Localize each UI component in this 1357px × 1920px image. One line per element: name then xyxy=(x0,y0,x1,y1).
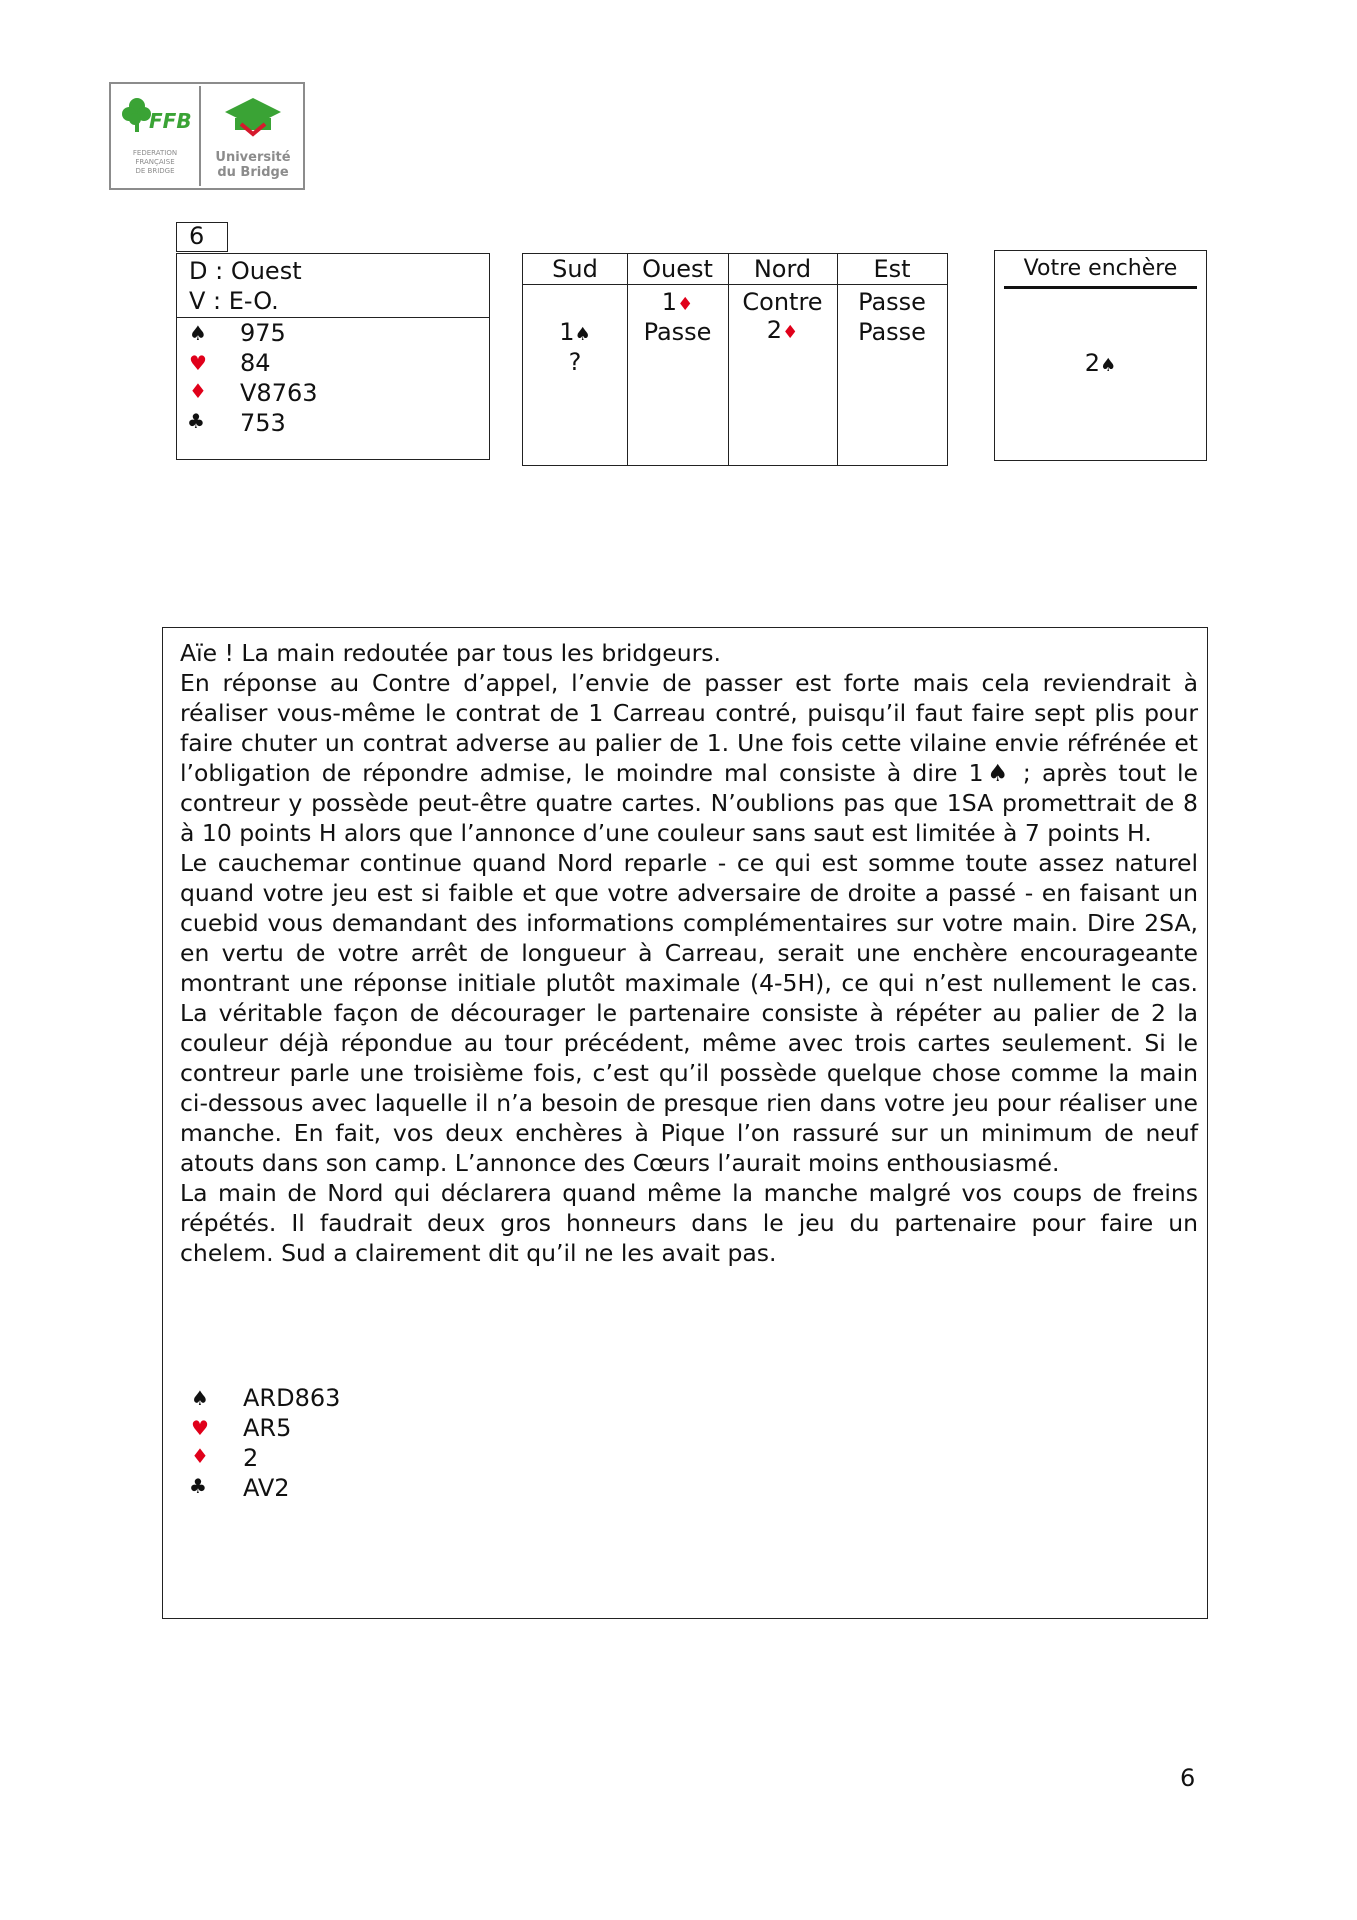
bid-header-ouest: Ouest xyxy=(642,255,713,283)
logo-graphic xyxy=(111,84,307,192)
north-hearts: AR5 xyxy=(243,1414,292,1442)
explanation-paragraph: Le cauchemar continue quand Nord reparle - ce qui est somme toute assez naturel quand votre jeu est si faible et que votre adversaire de droite a passé - en faisant un cuebid vous demandant des informations complémentaires sur votre main. Dire 2SA, en vertu de votre arrêt de longueur à Carreau, serait une enchère encourageante montrant une réponse initiale plutôt maximale (4-5H), ce qui n’est nullement le cas. La véritable façon de décourager le partenaire consiste à répéter au palier de 2 la couleur déjà répondue au tour précédent, même avec trois cartes seulement. Si le contreur parle une troisième fois, c’est qu’il possède quelque chose comme la main ci-dessous avec laquelle il n’a besoin de presque rien dans votre jeu pour réaliser une manche. En fait, vos deux enchères à Pique l’on rassuré sur un minimum de neuf atouts dans son camp. L’annonce des Cœurs l’aurait moins enthousiasmé. xyxy=(180,849,1198,1177)
bidding-table xyxy=(522,253,948,466)
explanation-paragraph: Aïe ! La main redoutée par tous les bridgeurs. xyxy=(180,639,721,667)
page-number: 6 xyxy=(1180,1764,1196,1792)
svg-text:DE BRIDGE: DE BRIDGE xyxy=(135,167,175,175)
spade-icon: ♠ xyxy=(189,321,207,345)
bid-cell: Passe xyxy=(858,318,926,346)
svg-text:Université: Université xyxy=(215,150,291,165)
bid-header-nord: Nord xyxy=(753,255,812,283)
tree-icon xyxy=(122,98,151,132)
ffb-university-logo xyxy=(109,82,305,190)
explanation-paragraph: La main de Nord qui déclarera quand même la manche malgré vos coups de freins répétés. Il faudrait deux gros honneurs dans le jeu du partenaire pour faire un chelem. Sud a clairement dit qu’il ne les avait pas. xyxy=(180,1179,1198,1267)
answer-box xyxy=(994,250,1207,461)
svg-text:FEDERATION: FEDERATION xyxy=(132,149,178,157)
bid-cell: 1♠ xyxy=(559,318,591,346)
vulnerability-line: V : E-O. xyxy=(189,287,279,315)
bid-cell: Contre xyxy=(742,288,823,316)
explanation-paragraph: En réponse au Contre d’appel, l’envie de passer est forte mais cela reviendrait à réaliser vous-même le contrat de 1 Carreau contré, puisqu’il faut faire sept plis pour faire chuter un contrat adverse au palier de 1. Une fois cette vilaine envie réfrénée et l’obligation de répondre admise, le moindre mal consiste à dire 1♠ ; après tout le contreur y possède peut-être quatre cartes. N’oublions pas que 1SA promettrait de 8 à 10 points H alors que l’annonce d’une couleur sans saut est limitée à 7 points H. xyxy=(180,669,1198,847)
bid-cell: 1♦ xyxy=(661,288,694,316)
diamond-icon: ♦ xyxy=(189,379,207,403)
hand-clubs: 753 xyxy=(240,409,286,437)
north-clubs: AV2 xyxy=(243,1474,290,1502)
bid-cell: 2♦ xyxy=(766,316,799,344)
bid-cell: Passe xyxy=(858,288,926,316)
logo-divider xyxy=(199,86,201,186)
hand-hearts: 84 xyxy=(240,349,271,377)
answer-underline xyxy=(1004,286,1197,289)
answer-title: Votre enchère xyxy=(1023,256,1178,281)
deal-separator xyxy=(177,317,489,318)
club-icon: ♣ xyxy=(187,409,205,433)
spade-icon: ♠ xyxy=(191,1386,209,1410)
graduation-cap-icon xyxy=(225,98,281,134)
diamond-icon: ♦ xyxy=(191,1444,209,1468)
answer-bid: 2♠ xyxy=(1084,349,1117,377)
bid-header-est: Est xyxy=(873,255,911,283)
heart-icon: ♥ xyxy=(189,351,207,375)
north-spades: ARD863 xyxy=(243,1384,341,1412)
deal-box xyxy=(176,253,490,460)
bid-cell: Passe xyxy=(643,318,712,346)
svg-text:FRANÇAISE: FRANÇAISE xyxy=(135,158,175,166)
club-icon: ♣ xyxy=(189,1474,207,1498)
explanation-text xyxy=(180,638,1198,1268)
svg-text:du Bridge: du Bridge xyxy=(217,165,289,180)
hand-spades: 975 xyxy=(240,319,286,347)
dealer-line: D : Ouest xyxy=(189,257,302,285)
hand-diamonds: V8763 xyxy=(240,379,318,407)
ffb-mark: FFB xyxy=(149,109,192,133)
deal-number: 6 xyxy=(176,222,228,252)
heart-icon: ♥ xyxy=(191,1416,209,1440)
bid-header-sud: Sud xyxy=(552,255,598,283)
bid-cell-question: ? xyxy=(568,348,582,376)
north-diamonds: 2 xyxy=(243,1444,259,1472)
explanation-box xyxy=(162,627,1208,1619)
